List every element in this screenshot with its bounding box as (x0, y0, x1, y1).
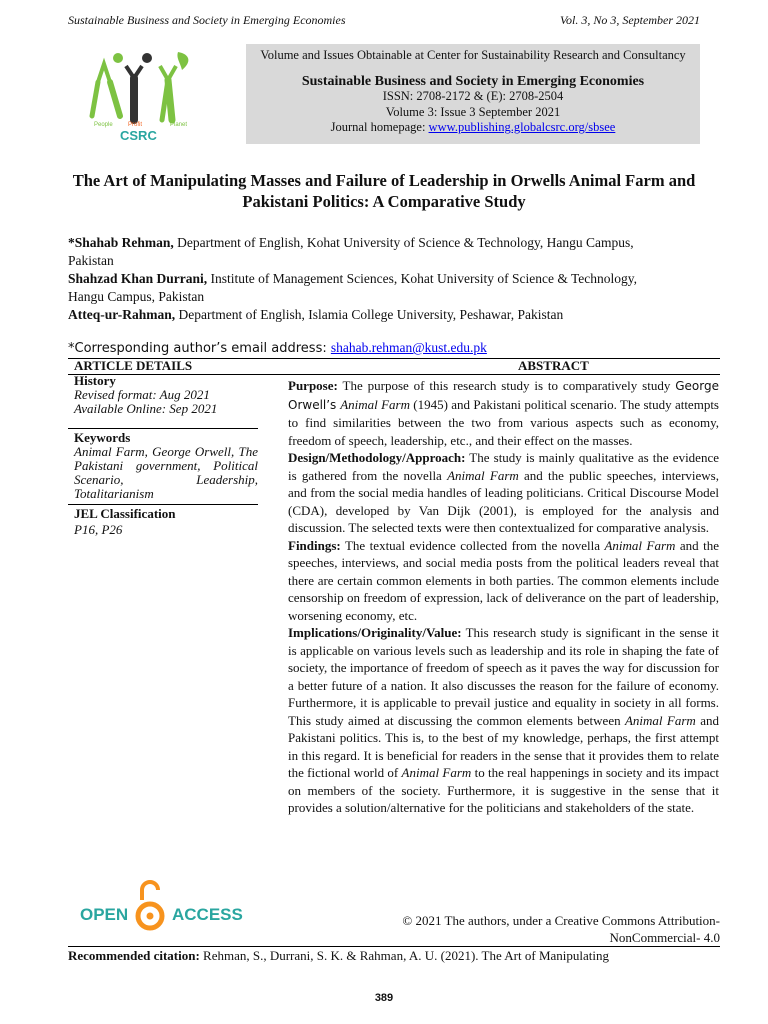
abstract-text: to the real happenings in society and its impact on members of the society. Furthermore, it is suggestive in the sense that it provides a solution/alternative for the politicians and stakeholders of the state. (288, 765, 719, 815)
abstract-design (288, 449, 719, 537)
open-access-left-text: OPEN (80, 905, 129, 924)
author-entry (68, 234, 668, 270)
abstract-text: The purpose of this research study is to comparatively study (337, 378, 676, 393)
journal-tagline: Volume and Issues Obtainable at Center for Sustainability Research and Consultancy (260, 48, 686, 62)
abstract-body (288, 377, 719, 817)
corresponding-author (68, 340, 487, 356)
author-affiliation: Department of English, Islamia College University, Peshawar, Pakistan (175, 307, 564, 322)
journal-name: Sustainable Business and Society in Emerging Economies (301, 73, 645, 89)
logo-tag-planet: Planet (170, 122, 188, 128)
abstract-text: and Pakistani politics. This is, to the best of my knowledge, perhaps, the first attempt in this regard. It is beneficial for readers in the sense that it provides them to relate the fictional world of (288, 712, 719, 780)
history-section (68, 374, 258, 416)
running-header (68, 13, 700, 28)
article-details-heading: ARTICLE DETAILS (74, 358, 193, 373)
jel-codes: P16, P26 (74, 522, 123, 537)
running-journal-title: Sustainable Business and Society in Emerging Economies (68, 13, 346, 27)
author-entry (68, 270, 668, 306)
author-name: *Shahab Rehman, (68, 235, 174, 250)
recommended-citation (68, 948, 720, 964)
license-line: © 2021 The authors, under a Creative Commons Attribution- (402, 913, 720, 928)
logo-wordmark: CSRC (120, 128, 157, 143)
author-entry (68, 306, 668, 324)
book-title: Animal Farm (624, 712, 696, 728)
author-affiliation: Department of English, Kohat University of Science & Technology, Hangu Campus, Pakistan (68, 235, 634, 268)
citation-text: Rehman, S., Durrani, S. K. & Rahman, A. U. (2021). The Art of Manipulating (199, 948, 609, 963)
author-name: Shahzad Khan Durrani, (68, 271, 208, 286)
journal-homepage (246, 120, 700, 136)
abstract-text: and the speeches, interviews, and social media posts from the political leaders reveal that there are certain common elements in both parties. The common elements include censorship on freedom of expression, lack of deliverance on the part of leadership, worsening economy, etc. (288, 537, 719, 623)
keywords-label: Keywords (74, 430, 131, 445)
running-volume: Vol. 3, No 3, September 2021 (560, 13, 700, 27)
book-title: Animal Farm (604, 537, 676, 553)
open-access-logo (80, 878, 260, 938)
findings-label: Findings: (288, 537, 341, 553)
keywords-section (68, 428, 258, 501)
journal-homepage-link[interactable]: www.publishing.globalcsrc.org/sbsee (428, 120, 616, 134)
section-divider (68, 946, 720, 947)
jel-section (68, 504, 258, 537)
open-access-lock-icon (80, 878, 260, 938)
abstract-findings (288, 537, 719, 625)
article-details-column (68, 374, 258, 537)
revised-date: Revised format: Aug 2021 (74, 387, 210, 402)
purpose-label: Purpose: (288, 378, 338, 393)
abstract-purpose (288, 377, 719, 449)
logo-tag-profit: Profit (128, 122, 143, 128)
corresponding-email-link[interactable]: shahab.rehman@kust.edu.pk (330, 340, 487, 355)
abstract-heading: ABSTRACT (518, 358, 589, 373)
author-affiliation: Institute of Management Sciences, Kohat University of Science & Technology, Hangu Campus, Pakistan (68, 271, 637, 304)
page-number: 389 (374, 992, 394, 1004)
abstract-text: This research study is significant in the sense it is applicable on various levels such as leadership and its role in shaping the fate of society, the importance of freedom of speech as it paves the way for discussion for a better future of a nation. It also discusses the reason for the failure of economy. Furthermore, it is applicable to prevail justice and equality in society in all forms. This study aimed at discussing the common elements between (288, 625, 719, 728)
homepage-label: Journal homepage: (330, 120, 429, 134)
logo-tag-people: People (94, 122, 113, 128)
journal-issue: Volume 3: Issue 3 September 2021 (385, 104, 561, 119)
citation-label: Recommended citation: (68, 948, 200, 963)
corresponding-label: *Corresponding author’s email address: (68, 341, 331, 356)
license-line: NonCommercial- 4.0 (609, 930, 720, 945)
abstract-text: The study is mainly qualitative as the evidence is gathered from the novella (288, 450, 719, 483)
abstract-text: and the public speeches, interviews, and from the social media handles of leading politicians. Critical Discourse Model (CDA), developed by Van Dijk (2001), is employed for the analysis and discussion. The selected texts were then contextualized for comparative analysis. (288, 467, 719, 535)
journal-issn: ISSN: 2708-2172 & (E): 2708-2504 (382, 89, 564, 103)
article-title: The Art of Manipulating Masses and Failure of Leadership in Orwells Animal Farm and Pakistani Politics: A Comparative Study (72, 171, 696, 211)
abstract-implications (288, 624, 719, 817)
abstract-text: (1945) and Pakistani political scenario. The study attempts to find similarities between the two from various aspects such as economy, freedom of speech, leadership, etc., and their effect on the masses. (288, 396, 719, 448)
available-date: Available Online: Sep 2021 (74, 401, 218, 416)
jel-label: JEL Classification (74, 506, 176, 521)
csrc-logo (68, 44, 246, 144)
csrc-logo-icon (68, 44, 246, 144)
open-access-right-text: ACCESS (172, 905, 243, 924)
book-title: Animal Farm (340, 396, 410, 412)
abstract-text: The textual evidence collected from the novella (340, 537, 605, 553)
journal-banner (68, 44, 700, 144)
book-title: Animal Farm (401, 765, 472, 780)
book-title: Animal Farm (447, 467, 519, 483)
history-label: History (74, 373, 116, 388)
implications-label: Implications/Originality/Value: (288, 625, 462, 640)
author-name: Atteq-ur-Rahman, (68, 307, 176, 322)
license-notice (330, 912, 720, 946)
journal-info-box (246, 44, 700, 144)
design-label: Design/Methodology/Approach: (288, 450, 466, 465)
keywords-text: Animal Farm, George Orwell, The Pakistani government, Political Scenario, Leadership, Totalitarianism (74, 444, 258, 501)
author-list (68, 234, 668, 324)
abstract-text: George Orwell’s (288, 379, 719, 412)
